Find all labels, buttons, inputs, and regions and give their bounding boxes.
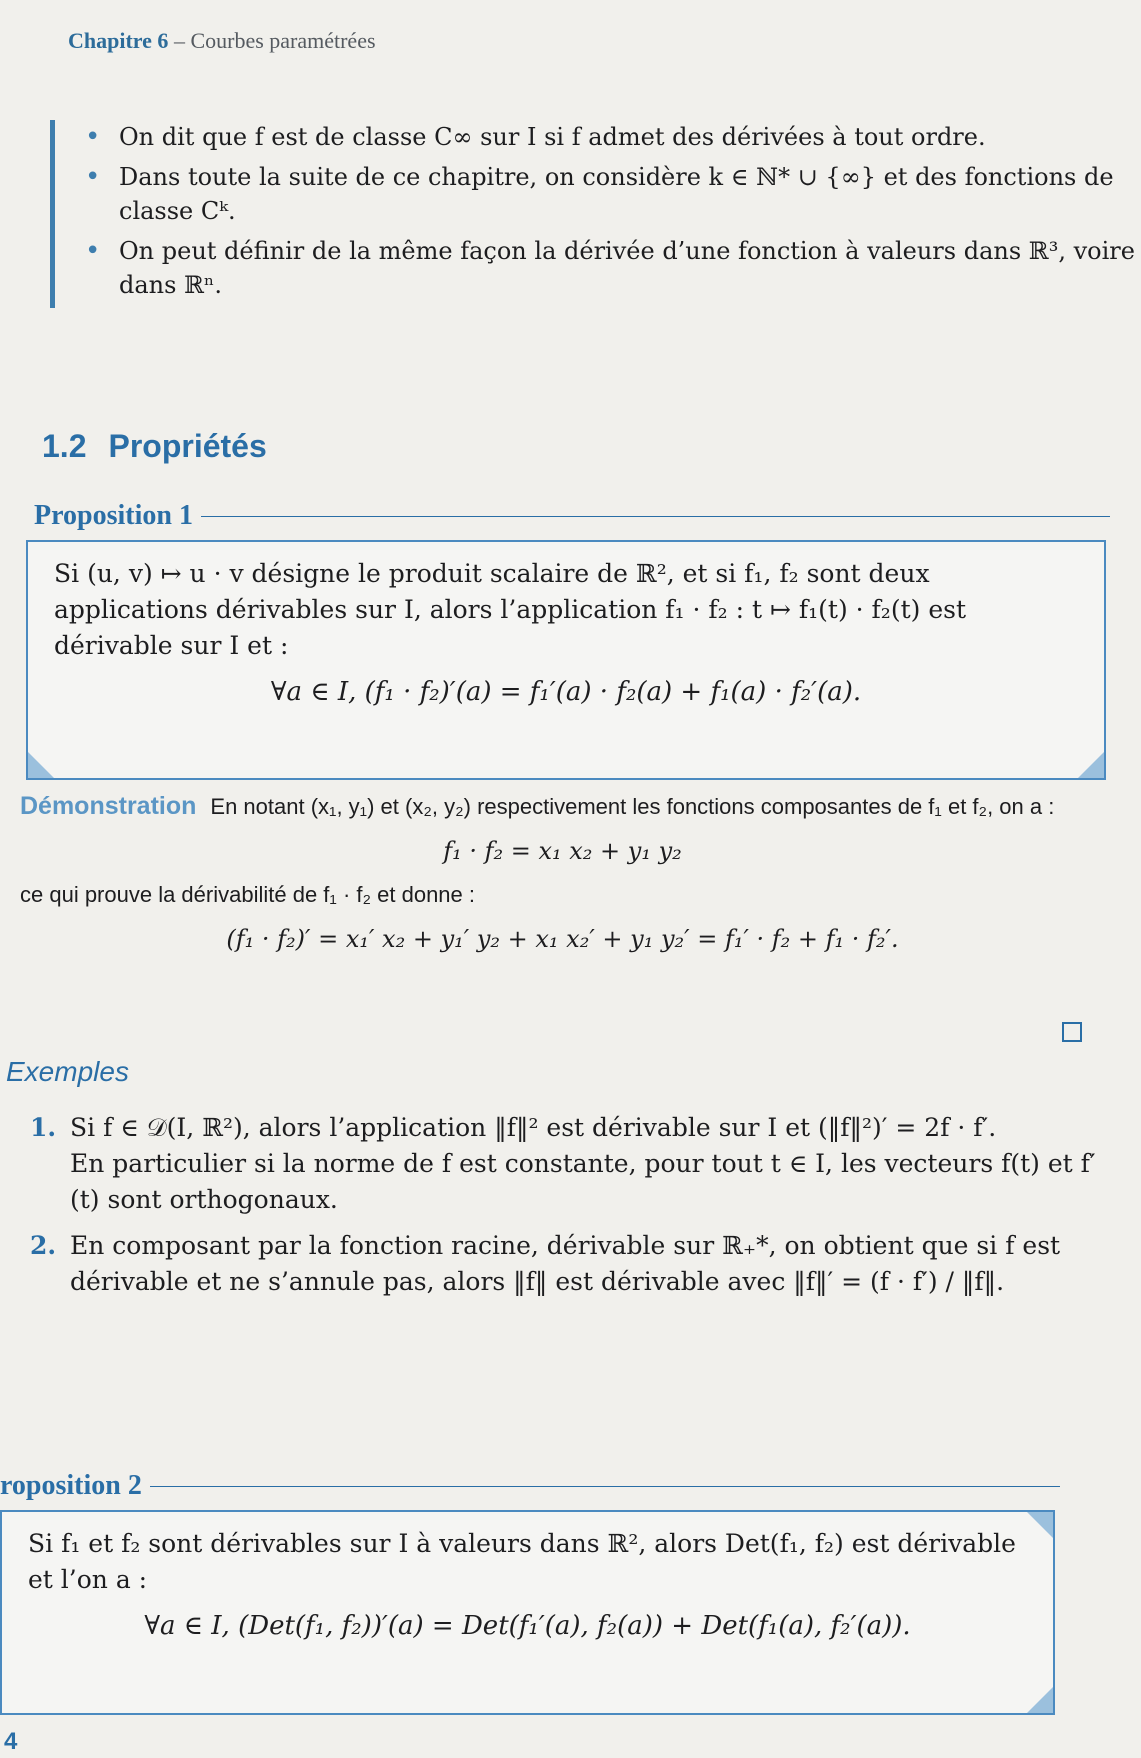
proposition-2-box	[0, 1510, 1055, 1715]
page-number: 4	[4, 1728, 18, 1755]
example-item	[30, 1228, 1100, 1300]
remarks-list	[50, 120, 1141, 308]
list-item	[85, 120, 1141, 154]
proposition-1-formula: ∀a ∈ I, (f₁ · f₂)′(a) = f₁′(a) · f₂(a) + f₁(a) · f₂′(a).	[270, 677, 862, 707]
chapter-title: Courbes paramétrées	[190, 28, 376, 53]
corner-decoration	[1027, 1512, 1053, 1538]
section-heading	[42, 428, 267, 465]
proposition-2-formula: ∀a ∈ I, (Det(f₁, f₂))′(a) = Det(f₁′(a), f₂(a)) + Det(f₁(a), f₂′(a)).	[144, 1611, 911, 1641]
section-title: Propriétés	[108, 428, 267, 464]
head-separator: –	[168, 28, 191, 53]
proposition-1-header	[34, 500, 1110, 532]
demonstration-equation-2: (f₁ · f₂)′ = x₁′ x₂ + y₁′ y₂ + x₁ x₂′ + y₁ y₂′ = f₁′ · f₂ + f₁ · f₂′.	[226, 925, 899, 953]
examples-heading: Exemples	[6, 1056, 129, 1087]
demonstration	[20, 790, 1105, 967]
example-item	[30, 1110, 1100, 1218]
corner-decoration	[1027, 1687, 1053, 1713]
qed-square-icon	[1062, 1022, 1082, 1042]
proposition-2-header	[0, 1470, 1060, 1502]
header-rule	[150, 1486, 1060, 1487]
list-item	[85, 160, 1141, 228]
proposition-1-text: Si (u, v) ↦ u · v désigne le produit scalaire de ℝ², et si f₁, f₂ sont deux applications dérivables sur I, alors l’application f₁ · f₂ : t ↦ f₁(t) · f₂(t) est dérivable sur I et :	[54, 559, 966, 660]
corner-decoration	[28, 752, 54, 778]
proposition-2-text: Si f₁ et f₂ sont dérivables sur I à valeurs dans ℝ², alors Det(f₁, f₂) est dérivable et l’on a :	[28, 1529, 1016, 1594]
proposition-1-box	[26, 540, 1106, 780]
list-item-text: On peut définir de la même façon la dérivée d’une fonction à valeurs dans ℝ³, voire dans ℝⁿ.	[119, 237, 1135, 299]
header-rule	[201, 516, 1110, 517]
corner-decoration	[1078, 752, 1104, 778]
example-text: Si f ∈ 𝒟(I, ℝ²), alors l’application ‖f‖² est dérivable sur I et (‖f‖²)′ = 2f · f′.	[70, 1113, 997, 1142]
demonstration-equation-1: f₁ · f₂ = x₁ x₂ + y₁ y₂	[443, 837, 682, 865]
example-text: En composant par la fonction racine, dérivable sur ℝ₊*, on obtient que si f est dérivable et ne s’annule pas, alors ‖f‖ est dérivable avec ‖f‖′ = (f · f′) / ‖f‖.	[70, 1231, 1061, 1296]
running-head	[68, 28, 376, 54]
proposition-2-title: roposition 2	[0, 1470, 142, 1501]
demonstration-text-1: En notant (x₁, y₁) et (x₂, y₂) respectivement les fonctions composantes de f₁ et f₂, on a :	[210, 794, 1055, 819]
list-item-text: On dit que f est de classe C∞ sur I si f admet des dérivées à tout ordre.	[119, 123, 986, 151]
bullet-icon: •	[85, 122, 101, 152]
example-number: 2.	[30, 1231, 57, 1260]
bullet-icon: •	[85, 162, 101, 192]
list-item	[85, 234, 1141, 302]
list-item-text: Dans toute la suite de ce chapitre, on considère k ∈ ℕ* ∪ {∞} et des fonctions de classe Cᵏ.	[119, 163, 1114, 225]
bullet-icon: •	[85, 236, 101, 266]
chapter-label: Chapitre 6	[68, 28, 169, 53]
demonstration-label: Démonstration	[20, 792, 197, 820]
examples-list	[30, 1110, 1100, 1310]
example-text-continued: En particulier si la norme de f est constante, pour tout t ∈ I, les vecteurs f(t) et f′(t) sont orthogonaux.	[70, 1149, 1096, 1214]
proposition-1-title: Proposition 1	[34, 500, 193, 531]
section-number: 1.2	[42, 428, 87, 464]
example-number: 1.	[30, 1113, 57, 1142]
demonstration-text-2: ce qui prouve la dérivabilité de f₁ · f₂ et donne :	[20, 882, 476, 907]
